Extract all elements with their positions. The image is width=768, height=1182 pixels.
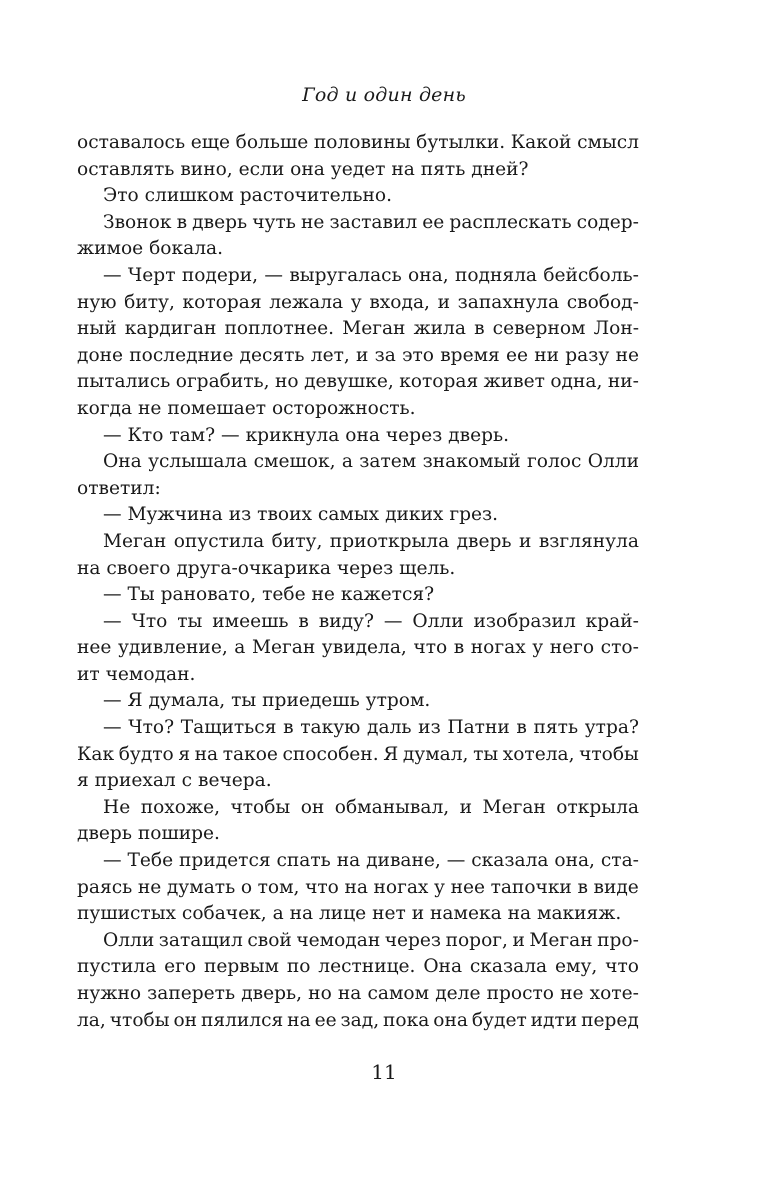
text-line: ла, чтобы он пялился на ее зад, пока она будет идти перед: [77, 1009, 639, 1031]
text-line: я приехал с вечера.: [77, 770, 272, 792]
text-line: — Кто там? — крикнула она через дверь.: [103, 424, 510, 446]
text-line: — Ты рановато, тебе не кажется?: [103, 584, 435, 606]
page-number: 11: [371, 1060, 397, 1084]
text-line: ную биту, которая лежала у входа, и запахнула свобод-: [77, 291, 639, 313]
text-line: нее удивление, а Меган увидела, что в ногах у него сто-: [77, 637, 639, 659]
text-line: когда не помешает осторожность.: [77, 397, 416, 419]
text-line: пустила его первым по лестнице. Она сказала ему, что: [77, 956, 639, 978]
text-line: нужно запереть дверь, но на самом деле просто не хоте-: [77, 983, 639, 1004]
text-line: ит чемодан.: [77, 663, 196, 685]
text-line: Олли затащил свой чемодан через порог, и Меган про-: [103, 929, 639, 951]
text-line: Как будто я на такое способен. Я думал, ты хотела, чтобы: [77, 743, 639, 765]
text-line: — Я думала, ты приедешь утром.: [103, 690, 431, 712]
text-line: — Черт подери, — выругалась она, подняла бейсболь-: [103, 264, 639, 286]
text-line: жимое бокала.: [77, 238, 223, 260]
text-line: ответил:: [77, 477, 161, 499]
text-line: — Мужчина из твоих самых диких грез.: [103, 504, 499, 526]
text-line: раясь не думать о том, что на ногах у нее тапочки в виде: [77, 876, 639, 898]
text-line: на своего друга-очкарика через щель.: [77, 557, 456, 579]
body-text: [77, 130, 639, 1034]
text-line: Звонок в дверь чуть не заставил ее расплескать содер-: [103, 211, 639, 233]
text-line: Меган опустила биту, приоткрыла дверь и взглянула: [103, 530, 639, 552]
text-line: Не похоже, чтобы он обманывал, и Меган открыла: [103, 796, 639, 818]
text-line: оставлять вино, если она уедет на пять дней?: [77, 158, 529, 180]
text-line: — Что? Тащиться в такую даль из Патни в пять утра?: [103, 717, 639, 739]
running-header: Год и один день: [302, 84, 466, 106]
text-line: пытались ограбить, но девушке, которая живет одна, ни-: [77, 371, 639, 393]
text-line: — Что ты имеешь в виду? — Олли изобразил край-: [103, 610, 639, 632]
text-line: Это слишком расточительно.: [103, 185, 393, 207]
text-line: доне последние десять лет, и за это время ее ни разу не: [77, 344, 639, 366]
text-line: оставалось еще больше половины бутылки. Какой смысл: [77, 132, 639, 153]
text-line: пушистых собачек, а на лице нет и намека на макияж.: [77, 903, 622, 925]
text-line: Она услышала смешок, а затем знакомый голос Олли: [103, 451, 639, 473]
text-line: ный кардиган поплотнее. Меган жила в северном Лон-: [77, 318, 639, 340]
text-line: — Тебе придется спать на диване, — сказала она, ста-: [103, 850, 639, 872]
text-line: дверь пошире.: [77, 823, 220, 845]
